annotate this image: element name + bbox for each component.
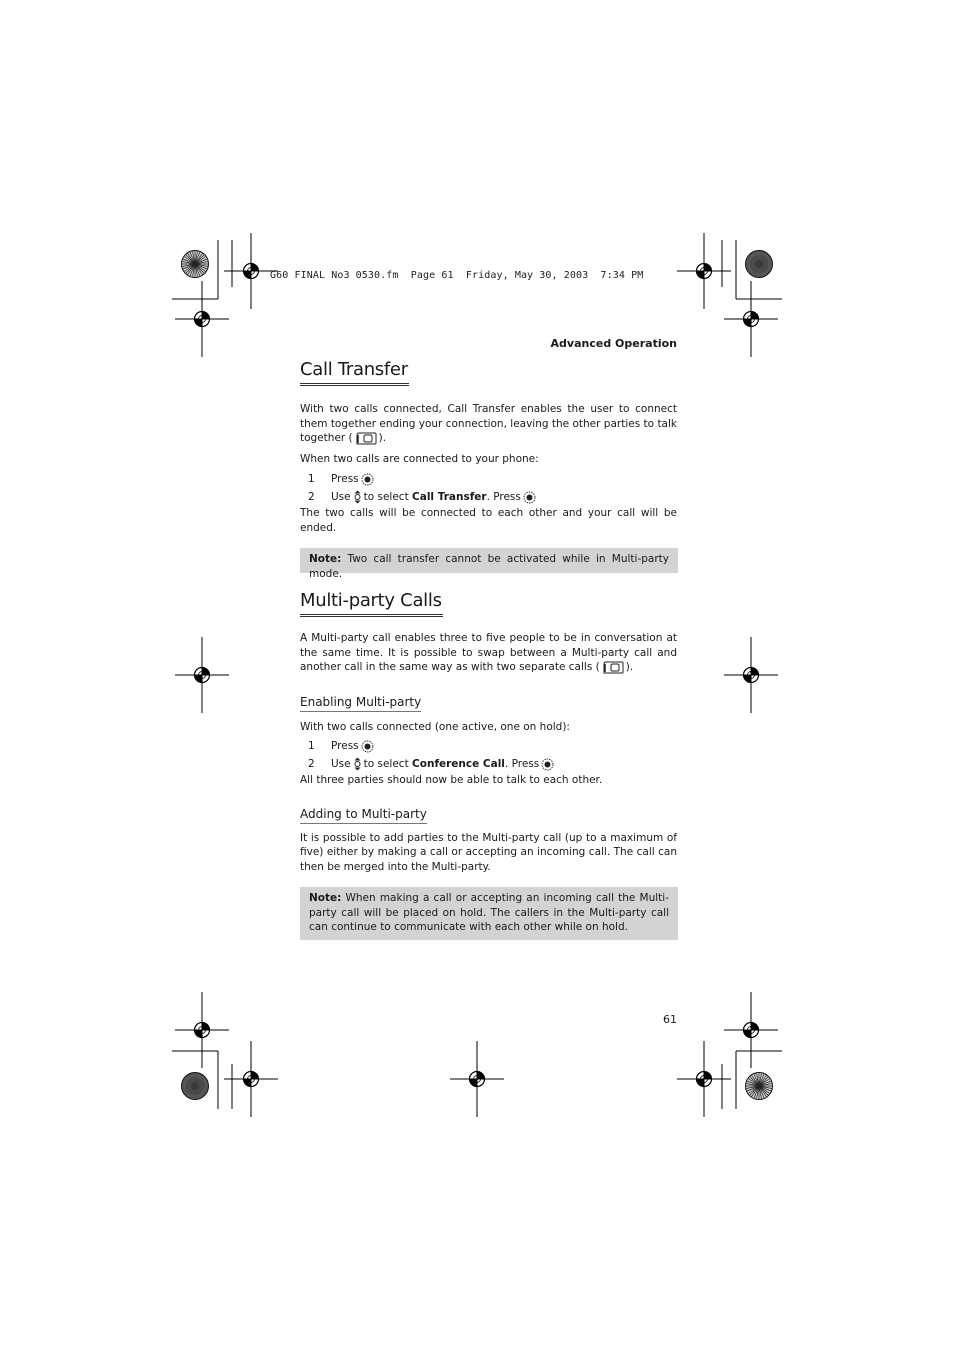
call-transfer-section — [300, 359, 677, 580]
running-head: Advanced Operation — [550, 337, 677, 350]
call-transfer-steps — [300, 470, 677, 506]
navigation-key-icon — [353, 490, 362, 504]
select-key-icon — [523, 491, 536, 504]
enabling-steps — [300, 737, 677, 773]
enabling-lead: With two calls connected (one active, one on hold): — [300, 720, 570, 733]
select-key-icon — [541, 758, 554, 771]
multi-party-note: Note: When making a call or accepting an incoming call the Multi-party call will be placed on hold. The callers in the Multi-party call can continue to communicate with each other while on hold. — [300, 887, 678, 940]
adding-text: It is possible to add parties to the Multi-party call (up to a maximum of five) either by making a call or accepting an incoming call. The call can then be merged into the Multi-party. — [300, 831, 677, 873]
call-transfer-result: The two calls will be connected to each other and your call will be ended. — [300, 507, 677, 534]
call-transfer-heading: Call Transfer — [300, 360, 409, 386]
multi-party-heading: Multi-party Calls — [300, 591, 443, 617]
select-key-icon — [361, 473, 374, 486]
call-transfer-intro: With two calls connected, Call Transfer enables the user to connect them together ending your connection, leaving the other parties to talk together ( ). — [300, 403, 677, 444]
file-slug: G60 FINAL No3 0530.fm Page 61 Friday, May 30, 2003 7:34 PM — [270, 270, 644, 281]
enabling-multi-party-heading: Enabling Multi-party — [300, 695, 421, 712]
call-transfer-when: When two calls are connected to your phone: — [300, 452, 539, 465]
call-transfer-note: Note: Two call transfer cannot be activated while in Multi-party mode. — [300, 548, 678, 573]
multi-party-intro: A Multi-party call enables three to five people to be in conversation at the same time. It is possible to swap between a Multi-party call and another call in the same way as with two separate calls ( ). — [300, 632, 677, 673]
list-item: 2 Use to select Call Transfer . Press — [300, 488, 677, 506]
page-number: 61 — [663, 1013, 677, 1026]
select-key-icon — [361, 740, 374, 753]
multi-party-section — [300, 591, 677, 940]
list-item: 2 Use to select Conference Call . Press — [300, 755, 677, 773]
enabling-result: All three parties should now be able to talk to each other. — [300, 774, 603, 786]
list-item: 1 Press — [300, 470, 677, 488]
adding-multi-party-heading: Adding to Multi-party — [300, 807, 427, 824]
transfer-key-icon — [355, 432, 377, 445]
list-item: 1 Press — [300, 737, 677, 755]
page-content — [300, 360, 677, 940]
swap-key-icon — [602, 661, 624, 674]
navigation-key-icon — [353, 757, 362, 771]
